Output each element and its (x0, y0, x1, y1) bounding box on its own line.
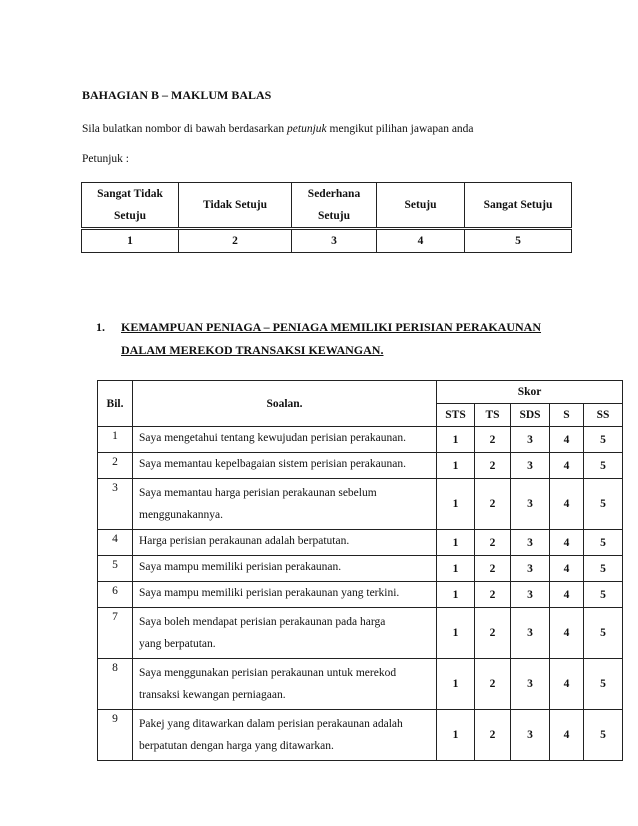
score-option[interactable]: 5 (584, 659, 623, 710)
question-line: Saya mampu memiliki perisian perakaunan. (139, 561, 342, 573)
table-row (98, 530, 623, 556)
question-text (133, 710, 437, 761)
question-line: Saya memantau harga perisian perakaunan sebelum (139, 487, 377, 499)
score-option[interactable]: 1 (437, 659, 475, 710)
score-option[interactable]: 2 (475, 530, 511, 556)
scale-value-row (82, 229, 572, 253)
question-line: Pakej yang ditawarkan dalam perisian perakaunan adalah (139, 718, 403, 730)
score-option[interactable]: 1 (437, 427, 475, 453)
row-number: 3 (98, 479, 133, 530)
table-row (98, 427, 623, 453)
column-header-bil: Bil. (98, 381, 133, 427)
scale-value: 5 (465, 229, 572, 253)
score-option[interactable]: 4 (550, 530, 584, 556)
score-option[interactable]: 2 (475, 479, 511, 530)
questionnaire-table (97, 380, 623, 761)
row-number: 1 (98, 427, 133, 453)
score-option[interactable]: 1 (437, 582, 475, 608)
score-option[interactable]: 5 (584, 453, 623, 479)
score-option[interactable]: 1 (437, 608, 475, 659)
scale-label-row (82, 183, 572, 229)
score-option[interactable]: 5 (584, 608, 623, 659)
petunjuk-label: Petunjuk : (82, 153, 129, 165)
question-line: transaksi kewangan perniagaan. (139, 689, 286, 701)
instruction-text (82, 123, 474, 135)
score-option[interactable]: 4 (550, 556, 584, 582)
row-number: 5 (98, 556, 133, 582)
instruction-after: mengikut pilihan jawapan anda (326, 123, 474, 135)
scale-value: 1 (82, 229, 179, 253)
score-option[interactable]: 4 (550, 453, 584, 479)
score-header: TS (475, 404, 511, 427)
question-line: Saya memantau kepelbagaian sistem perisian perakaunan. (139, 458, 406, 470)
score-option[interactable]: 3 (511, 556, 550, 582)
scale-label-line: Sederhana (307, 188, 361, 200)
table-row (98, 659, 623, 710)
score-option[interactable]: 5 (584, 556, 623, 582)
score-header: SDS (511, 404, 550, 427)
score-option[interactable]: 5 (584, 582, 623, 608)
score-option[interactable]: 4 (550, 427, 584, 453)
score-option[interactable]: 1 (437, 710, 475, 761)
section-heading: BAHAGIAN B – MAKLUM BALAS (82, 88, 272, 102)
score-option[interactable]: 1 (437, 479, 475, 530)
score-option[interactable]: 3 (511, 530, 550, 556)
table-row (98, 453, 623, 479)
score-option[interactable]: 4 (550, 659, 584, 710)
scale-label (82, 183, 179, 229)
scale-value: 3 (292, 229, 377, 253)
scale-label-line: Setuju (318, 210, 350, 222)
table-row (98, 710, 623, 761)
score-option[interactable]: 2 (475, 582, 511, 608)
table-row (98, 479, 623, 530)
score-option[interactable]: 2 (475, 710, 511, 761)
row-number: 2 (98, 453, 133, 479)
section-number: 1. (96, 320, 105, 334)
column-header-soalan: Soalan. (133, 381, 437, 427)
score-option[interactable]: 2 (475, 556, 511, 582)
question-text (133, 453, 437, 479)
row-number: 4 (98, 530, 133, 556)
score-option[interactable]: 5 (584, 427, 623, 453)
row-number: 9 (98, 710, 133, 761)
score-option[interactable]: 3 (511, 479, 550, 530)
score-option[interactable]: 4 (550, 582, 584, 608)
question-line: Saya menggunakan perisian perakaunan untuk merekod (139, 667, 397, 679)
row-number: 6 (98, 582, 133, 608)
question-text (133, 479, 437, 530)
question-line: Saya mampu memiliki perisian perakaunan yang terkini. (139, 587, 400, 599)
score-option[interactable]: 3 (511, 659, 550, 710)
question-text (133, 659, 437, 710)
scale-label-line: Setuju (114, 210, 146, 222)
score-option[interactable]: 3 (511, 608, 550, 659)
scale-label (292, 183, 377, 229)
instruction-before: Sila bulatkan nombor di bawah berdasarkan (82, 123, 288, 135)
score-option[interactable]: 3 (511, 453, 550, 479)
scale-label-line: Sangat Tidak (97, 188, 163, 200)
section-title-text: KEMAMPUAN PENIAGA – PENIAGA MEMILIKI PERISIAN PERAKAUNAN DALAM MEREKOD TRANSAKSI KEWANGAN. (121, 320, 542, 357)
table-row (98, 608, 623, 659)
score-header: S (550, 404, 584, 427)
score-option[interactable]: 5 (584, 479, 623, 530)
question-text (133, 608, 437, 659)
question-line: berpatutan dengan harga yang ditawarkan. (139, 740, 334, 752)
score-option[interactable]: 2 (475, 659, 511, 710)
question-line: menggunakannya. (139, 509, 223, 521)
instruction-emphasis: petunjuk (287, 123, 327, 135)
scale-label: Setuju (377, 183, 465, 229)
question-text (133, 556, 437, 582)
scale-value: 4 (377, 229, 465, 253)
score-option[interactable]: 3 (511, 710, 550, 761)
score-option[interactable]: 4 (550, 608, 584, 659)
question-text (133, 427, 437, 453)
column-header-skor: Skor (437, 381, 623, 404)
scale-label: Tidak Setuju (179, 183, 292, 229)
scale-label: Sangat Setuju (465, 183, 572, 229)
score-option[interactable]: 1 (437, 453, 475, 479)
score-option[interactable]: 3 (511, 582, 550, 608)
score-option[interactable]: 1 (437, 530, 475, 556)
row-number: 7 (98, 608, 133, 659)
score-option[interactable]: 2 (475, 608, 511, 659)
question-line: Saya mengetahui tentang kewujudan perisian perakaunan. (139, 432, 406, 444)
question-line: yang berpatutan. (139, 638, 216, 650)
score-option[interactable]: 1 (437, 556, 475, 582)
scale-value: 2 (179, 229, 292, 253)
score-header: SS (584, 404, 623, 427)
row-number: 8 (98, 659, 133, 710)
score-option[interactable]: 5 (584, 530, 623, 556)
score-option[interactable]: 3 (511, 427, 550, 453)
question-text (133, 530, 437, 556)
table-row (98, 582, 623, 608)
question-line: Harga perisian perakaunan adalah berpatutan. (139, 535, 350, 547)
score-header: STS (437, 404, 475, 427)
score-option[interactable]: 5 (584, 710, 623, 761)
score-option[interactable]: 2 (475, 427, 511, 453)
scale-legend-table (81, 182, 572, 253)
score-option[interactable]: 4 (550, 710, 584, 761)
question-line: Saya boleh mendapat perisian perakaunan pada harga (139, 616, 386, 628)
score-option[interactable]: 2 (475, 453, 511, 479)
score-option[interactable]: 4 (550, 479, 584, 530)
question-text (133, 582, 437, 608)
table-row (98, 556, 623, 582)
